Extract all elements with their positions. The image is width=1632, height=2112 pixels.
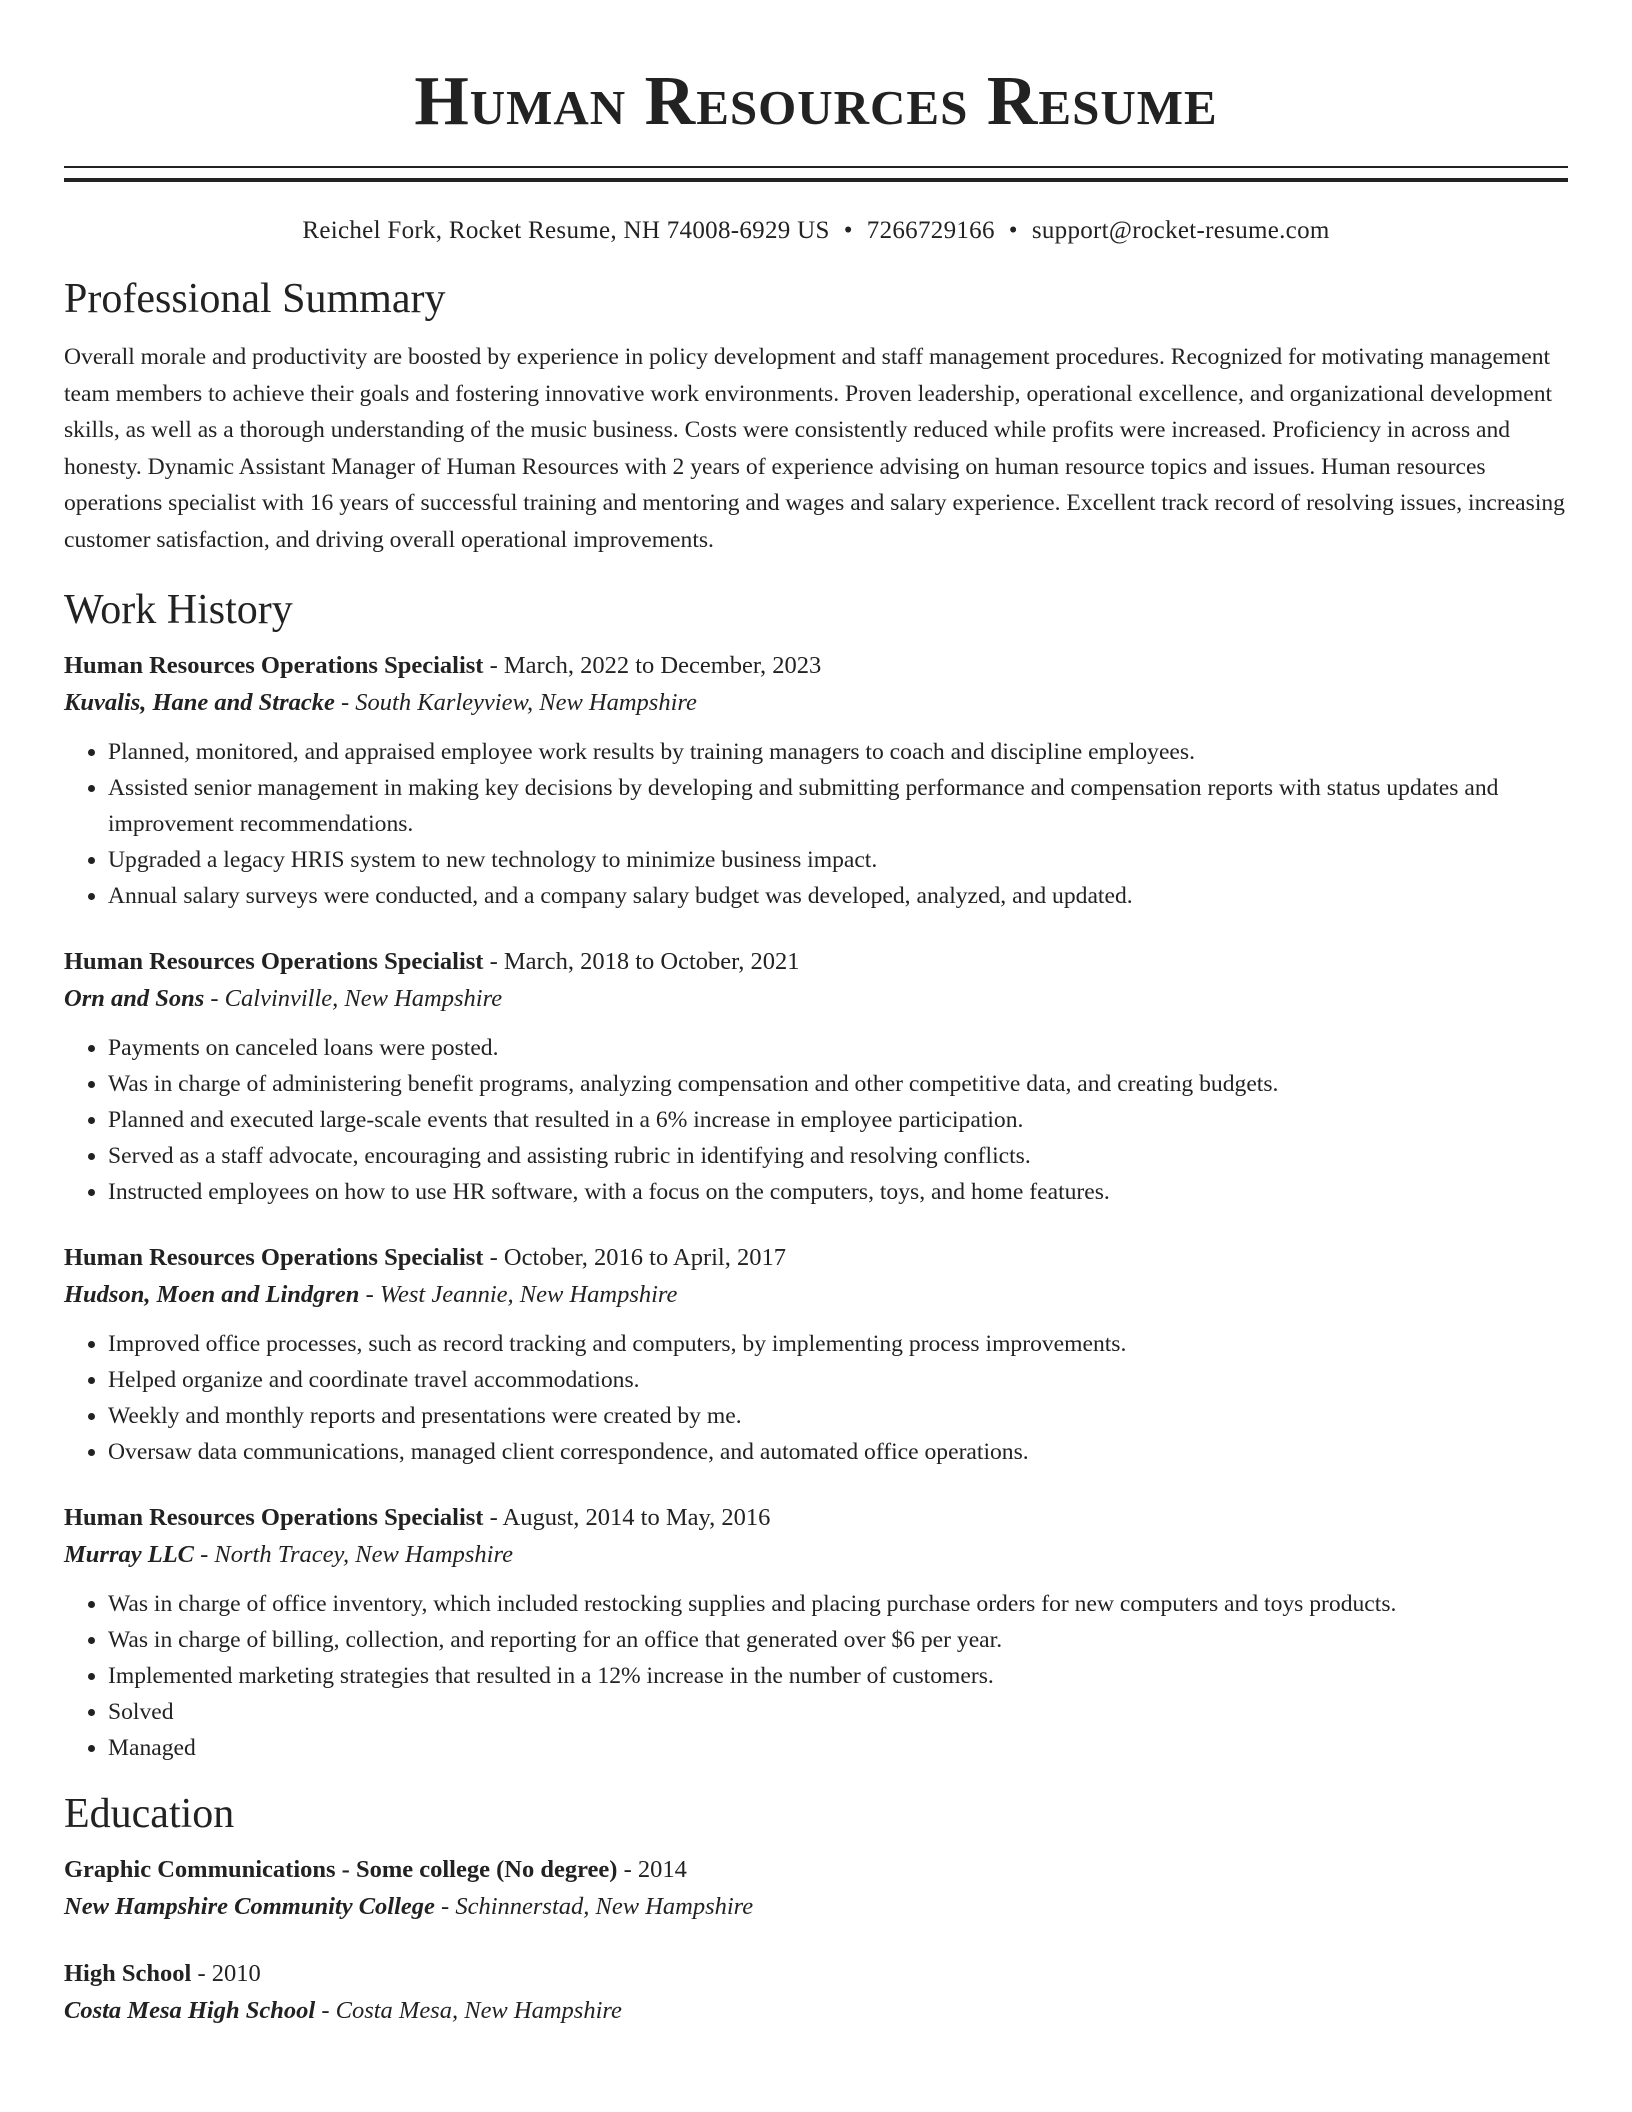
job-company: Kuvalis, Hane and Stracke (64, 689, 335, 716)
summary-text: Overall morale and productivity are boosted by experience in policy development and staff management procedures. Recognized for motivating management team members to achieve their goals and fostering innovative work environments. Proven leadership, operational excellence, and organizational development skills, as well as a thorough understanding of the music business. Costs were consistently reduced while profits were increased. Proficiency in across and honesty. Dynamic Assistant Manager of Human Resources with 2 years of experience advising on human resource topics and issues. Human resources operations specialist with 16 years of successful training and mentoring and wages and salary experience. Excellent track record of resolving issues, increasing customer satisfaction, and driving overall operational improvements. (64, 344, 1565, 553)
list-item: • Was in charge of billing, collection, and reporting for an office that generated over $6 per year. (108, 1622, 1568, 1658)
resume-title: Human Resources Resume (414, 63, 1218, 140)
resume-page (64, 0, 1568, 2030)
education-degree: Graphic Communications - Some college (No degree) (64, 1856, 618, 1883)
education-entry (64, 1956, 1568, 2030)
job-company-line (64, 1276, 1568, 1314)
contact-separator: • (1008, 217, 1018, 244)
list-item: • Was in charge of office inventory, which included restocking supplies and placing purchase orders for new computers and toys products. (108, 1586, 1568, 1622)
list-item: • Weekly and monthly reports and presentations were created by me. (108, 1398, 1568, 1434)
list-item: • Planned, monitored, and appraised employee work results by training managers to coach and discipline employees. (108, 734, 1568, 770)
list-item: • Solved (108, 1694, 1568, 1730)
work-history-heading: Work History (64, 587, 293, 633)
job-title-line (64, 1500, 1568, 1536)
education-entry (64, 1852, 1568, 1926)
job-title: Human Resources Operations Specialist (64, 1504, 484, 1531)
education-year: - 2010 (191, 1960, 261, 1987)
job-title: Human Resources Operations Specialist (64, 948, 484, 975)
education-degree-line (64, 1956, 1568, 1992)
job-location: - West Jeannie, New Hampshire (359, 1281, 678, 1308)
job-dates: - March, 2022 to December, 2023 (483, 652, 822, 679)
job-entry (64, 1240, 1568, 1470)
list-item: • Planned and executed large-scale events that resulted in a 6% increase in employee participation. (108, 1102, 1568, 1138)
list-item: • Assisted senior management in making key decisions by developing and submitting performance and compensation reports with status updates and improvement recommendations. (108, 770, 1568, 842)
list-item: • Upgraded a legacy HRIS system to new technology to minimize business impact. (108, 842, 1568, 878)
job-title-line (64, 1240, 1568, 1276)
job-title-line (64, 944, 1568, 980)
job-title-line (64, 648, 1568, 684)
job-location: - Calvinville, New Hampshire (204, 985, 503, 1012)
job-bullets (64, 1586, 1568, 1766)
job-bullets (64, 734, 1568, 914)
job-company: Hudson, Moen and Lindgren (64, 1281, 360, 1308)
list-item: • Payments on canceled loans were posted. (108, 1030, 1568, 1066)
work-history-list (64, 648, 1568, 1766)
education-school-line (64, 1992, 1568, 2030)
contact-address: Reichel Fork, Rocket Resume, NH 74008-6929 US (302, 217, 830, 244)
list-item: • Helped organize and coordinate travel accommodations. (108, 1362, 1568, 1398)
job-company-line (64, 684, 1568, 722)
job-entry (64, 648, 1568, 914)
job-company-line (64, 1536, 1568, 1574)
job-title: Human Resources Operations Specialist (64, 1244, 484, 1271)
education-school-line (64, 1888, 1568, 1926)
summary-heading: Professional Summary (64, 276, 446, 322)
list-item: • Implemented marketing strategies that resulted in a 12% increase in the number of customers. (108, 1658, 1568, 1694)
job-dates: - March, 2018 to October, 2021 (483, 948, 800, 975)
title-double-rule (64, 166, 1568, 182)
education-degree-line (64, 1852, 1568, 1888)
contact-separator: • (843, 217, 853, 244)
job-bullets (64, 1326, 1568, 1470)
job-location: - South Karleyview, New Hampshire (334, 689, 697, 716)
list-item: • Managed (108, 1730, 1568, 1766)
education-heading: Education (64, 1791, 235, 1837)
job-company-line (64, 980, 1568, 1018)
education-degree: High School (64, 1960, 192, 1987)
job-dates: - August, 2014 to May, 2016 (483, 1504, 771, 1531)
job-bullets (64, 1030, 1568, 1210)
list-item: • Was in charge of administering benefit programs, analyzing compensation and other competitive data, and creating budgets. (108, 1066, 1568, 1102)
education-school: Costa Mesa High School (64, 1997, 316, 2024)
education-list (64, 1852, 1568, 2030)
list-item: • Improved office processes, such as record tracking and computers, by implementing process improvements. (108, 1326, 1568, 1362)
job-entry (64, 944, 1568, 1210)
contact-line (64, 215, 1568, 247)
education-year: - 2014 (617, 1856, 687, 1883)
contact-email[interactable]: support@rocket-resume.com (1031, 217, 1330, 244)
job-company: Orn and Sons (64, 985, 205, 1012)
education-school: New Hampshire Community College (64, 1893, 435, 1920)
education-location: - Schinnerstad, New Hampshire (434, 1893, 754, 1920)
list-item: • Served as a staff advocate, encouraging and assisting rubric in identifying and resolving conflicts. (108, 1138, 1568, 1174)
education-location: - Costa Mesa, New Hampshire (315, 1997, 622, 2024)
list-item: • Instructed employees on how to use HR software, with a focus on the computers, toys, and home features. (108, 1174, 1568, 1210)
contact-phone: 7266729166 (866, 217, 995, 244)
job-title: Human Resources Operations Specialist (64, 652, 484, 679)
job-location: - North Tracey, New Hampshire (194, 1541, 513, 1568)
list-item: • Annual salary surveys were conducted, and a company salary budget was developed, analyzed, and updated. (108, 878, 1568, 914)
list-item: • Oversaw data communications, managed client correspondence, and automated office operations. (108, 1434, 1568, 1470)
job-company: Murray LLC (64, 1541, 195, 1568)
job-entry (64, 1500, 1568, 1766)
job-dates: - October, 2016 to April, 2017 (483, 1244, 786, 1271)
